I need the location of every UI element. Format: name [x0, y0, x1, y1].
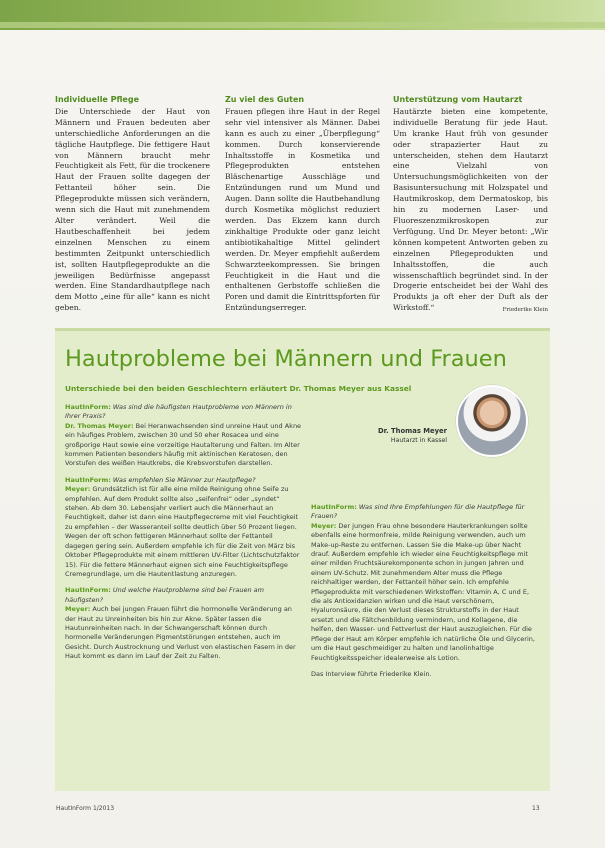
qa-block: [311, 503, 541, 663]
article-column-2: [225, 95, 380, 314]
qa-block: [65, 403, 303, 469]
person-role: Hautarzt in Kassel: [390, 437, 447, 444]
portrait-image: [456, 385, 528, 457]
author-credit: Friederike Klein: [502, 307, 548, 314]
footer-issue: HautInForm 1/2013: [56, 805, 115, 812]
qa-answer: Der jungen Frau ohne besondere Hauterkrankungen sollte ebenfalls eine hormonfreie, milde Reinigung verwenden, auch um Make-up-Reste zu entfernen. Lassen Sie die Make-up über Nacht drauf. Außerdem empfehle ich wieder eine Feuchtigkeitspflege mit einer milden Fruchtsäurekomponente schon in jungen Jahren und einem UV-Schutz. Mit zunehmendem Alter muss die Pflege reichhaltiger werden, der Fettanteil höher sein. Ich empfehle Pflegeprodukte mit verschiedenen Wirkstoffen: Vitamin A, C und E, die als Antioxidanzien wirken und die Haut verschönern, Hyaluronsäure, die den Verlust dieses Strukturstoffs in der Haut ersetzt und die Fältchenbildung vermindern, und Kollagene, die helfen, den Wasser- und Fettverlust der Haut auszugleichen. Für die Pflege der Haut am Körper empfehle ich natürliche Öle und Glycerin, um die Haut geschmeidiger zu halten und lanolinhaltige Feuchtigkeitsspeicher idealerweise als Lotion.: [311, 521, 535, 662]
column-heading: Zu viel des Guten: [225, 95, 305, 104]
interview-credit: Das Interview führte Friederike Klein.: [311, 669, 432, 678]
column-heading: Individuelle Pflege: [55, 95, 140, 104]
qa-answer-label: Meyer:: [65, 605, 91, 614]
column-text: Frauen pflegen ihre Haut in der Regel sehr viel intensiver als Männer. Dabei kann es auch zu einer „Überpflegung“ kommen. Durch konservierende Inhaltsstoffe in Kosmetika und Pflegeprodukten entstehen Bläschenartige Ausschläge und Entzündungen rund um Mund und Augen. Dann sollte die Hautbehandlung durch Kosmetika möglichst reduziert werden. Das Ekzem kann durch zinkhaltige Produkte oder ganz leicht antibiotikahaltige Mittel gelindert werden. Dr. Meyer empfiehlt außerdem Schwarzteekompressen. Sie bringen Feuchtigkeit in die Haut und die enthaltenen Gerbstoffe schließen die Poren und damit die Eintrittspforten für Entzündungserreger.: [225, 106, 380, 313]
qa-answer-label: Dr. Thomas Meyer:: [65, 421, 134, 430]
qa-answer-label: Meyer:: [311, 521, 337, 530]
qa-label: HautInForm:: [65, 475, 111, 484]
column-heading: Unterstützung vom Hautarzt: [393, 95, 523, 104]
article-column-1: [55, 95, 210, 314]
qa-label: HautInForm:: [65, 586, 111, 595]
qa-answer: Bei Heranwachsenden sind unreine Haut und Akne ein häufiges Problem, zwischen 30 und 50 eher Rosacea und eine großporige Haut sowie eine vorzeitige Hautalterung und Falten. Im Alter kommen Patienten besonders häufig mit aktinischen Keratosen, den Vorstufen des weißen Hautkrebs, die Krebsvorstufen darstellen.: [65, 421, 302, 468]
qa-answer-label: Meyer:: [65, 485, 91, 494]
top-color-band: [0, 0, 605, 30]
qa-question: Was sind Ihre Empfehlungen für die Hautpflege für Frauen?: [311, 503, 525, 521]
page-number: 13: [532, 805, 540, 812]
column-text: Die Unterschiede der Haut von Männern und Frauen bedeuten aber unterschiedliche Anforderungen an die tägliche Hautpflege. Die fettigere Haut von Männern braucht mehr Feuchtigkeit als Fett, für die trockenere Haut der Frauen sollte dagegen der Fettanteil höher sein. Die Pflegeprodukte müssen sich verändern, wenn sich die Haut mit zunehmendem Alter verändert. Weil die Hautbeschaffenheit bei jedem einzelnen Menschen zu einem bestimmten Zeitpunkt unterschiedlich ist, sollten Hautpflegeprodukte an die jeweiligen Bedürfnisse angepasst werden. Eine Standardhautpflege nach dem Motto „eine für alle“ kann es nicht geben.: [55, 106, 210, 313]
column-text: Hautärzte bieten eine kompetente, individuelle Beratung für jede Haut. Um kranke Haut früh von gesunder oder strapazierter Haut zu unterscheiden, stehen dem Hautarzt eine Vielzahl von Untersuchungsmöglichkeiten von der Basisuntersuchung mit Holzspatel und Hautmikroskop, dem Dermatoskop, bis hin zu modernen Laser- und Fluoreszenzmikroskopen zur Verfügung. Und Dr. Meyer betont: „Wir können kompetent Antworten geben zu einzelnen Pflegeprodukten und Inhaltsstoffen, die auch wissenschaftlich begründet sind. In der Drogerie entscheidet bei der Wahl des Produkts ja oft eher der Duft als der Wirkstoff.“: [393, 106, 548, 313]
article-column-3: [393, 95, 548, 316]
qa-question: Was empfehlen Sie Männer zur Hautpflege?: [110, 475, 256, 484]
person-name: Dr. Thomas Meyer: [378, 427, 447, 435]
qa-block: [65, 476, 303, 579]
qa-answer: Grundsätzlich ist für alle eine milde Reinigung ohne Seife zu empfehlen. Auf dem Produkt sollte also „seifenfrei“ oder „syndet“ stehen. Ab dem 30. Lebensjahr verliert auch die Männerhaut an Feuchtigkeit, daher ist dann eine Hautpflegecreme mit viel Feuchtigkeit zu empfehlen – der Wasseranteil sollte deutlich über 50 Prozent liegen. Wegen der oft schon fettigeren Männerhaut sollte der Fettanteil dagegen gering sein. Außerdem empfehle ich für die Zeit von März bis Oktober Pflegeprodukte mit einem mittleren UV-Filter (Lichtschutzfaktor 15). Für die fettere Männerhaut eignen sich eine Feuchtigkeitspflege Cremegrundlage, um die Hautentlastung anzuregen.: [65, 485, 300, 578]
interview-box: [55, 328, 550, 791]
interview-column-right: [311, 503, 541, 686]
interview-subtitle: Unterschiede bei den beiden Geschlechtern erläutert Dr. Thomas Meyer aus Kassel: [65, 384, 412, 393]
qa-label: HautInForm:: [65, 403, 111, 411]
qa-label: HautInForm:: [311, 503, 357, 511]
interview-title: Hautprobleme bei Männern und Frauen: [65, 346, 507, 372]
qa-question: Und welche Hautprobleme sind bei Frauen am häufigsten?: [65, 586, 265, 604]
qa-answer: Auch bei jungen Frauen führt die hormonelle Veränderung an der Haut zu Unreinheiten bis hin zur Akne. Später lassen die Hautunreinheiten nach. In der Schwangerschaft können durch hormonelle Veränderungen Pigmentstörungen entstehen, auch im Gesicht. Durch Austrocknung und Verlust von elastischen Fasern in der Haut kommt es dann im Lauf der Zeit zu Falten.: [65, 605, 296, 661]
qa-question: Was sind die häufigsten Hautprobleme von Männern in Ihrer Praxis?: [65, 403, 292, 421]
interview-column-left: [65, 403, 303, 669]
qa-block: [65, 586, 303, 661]
